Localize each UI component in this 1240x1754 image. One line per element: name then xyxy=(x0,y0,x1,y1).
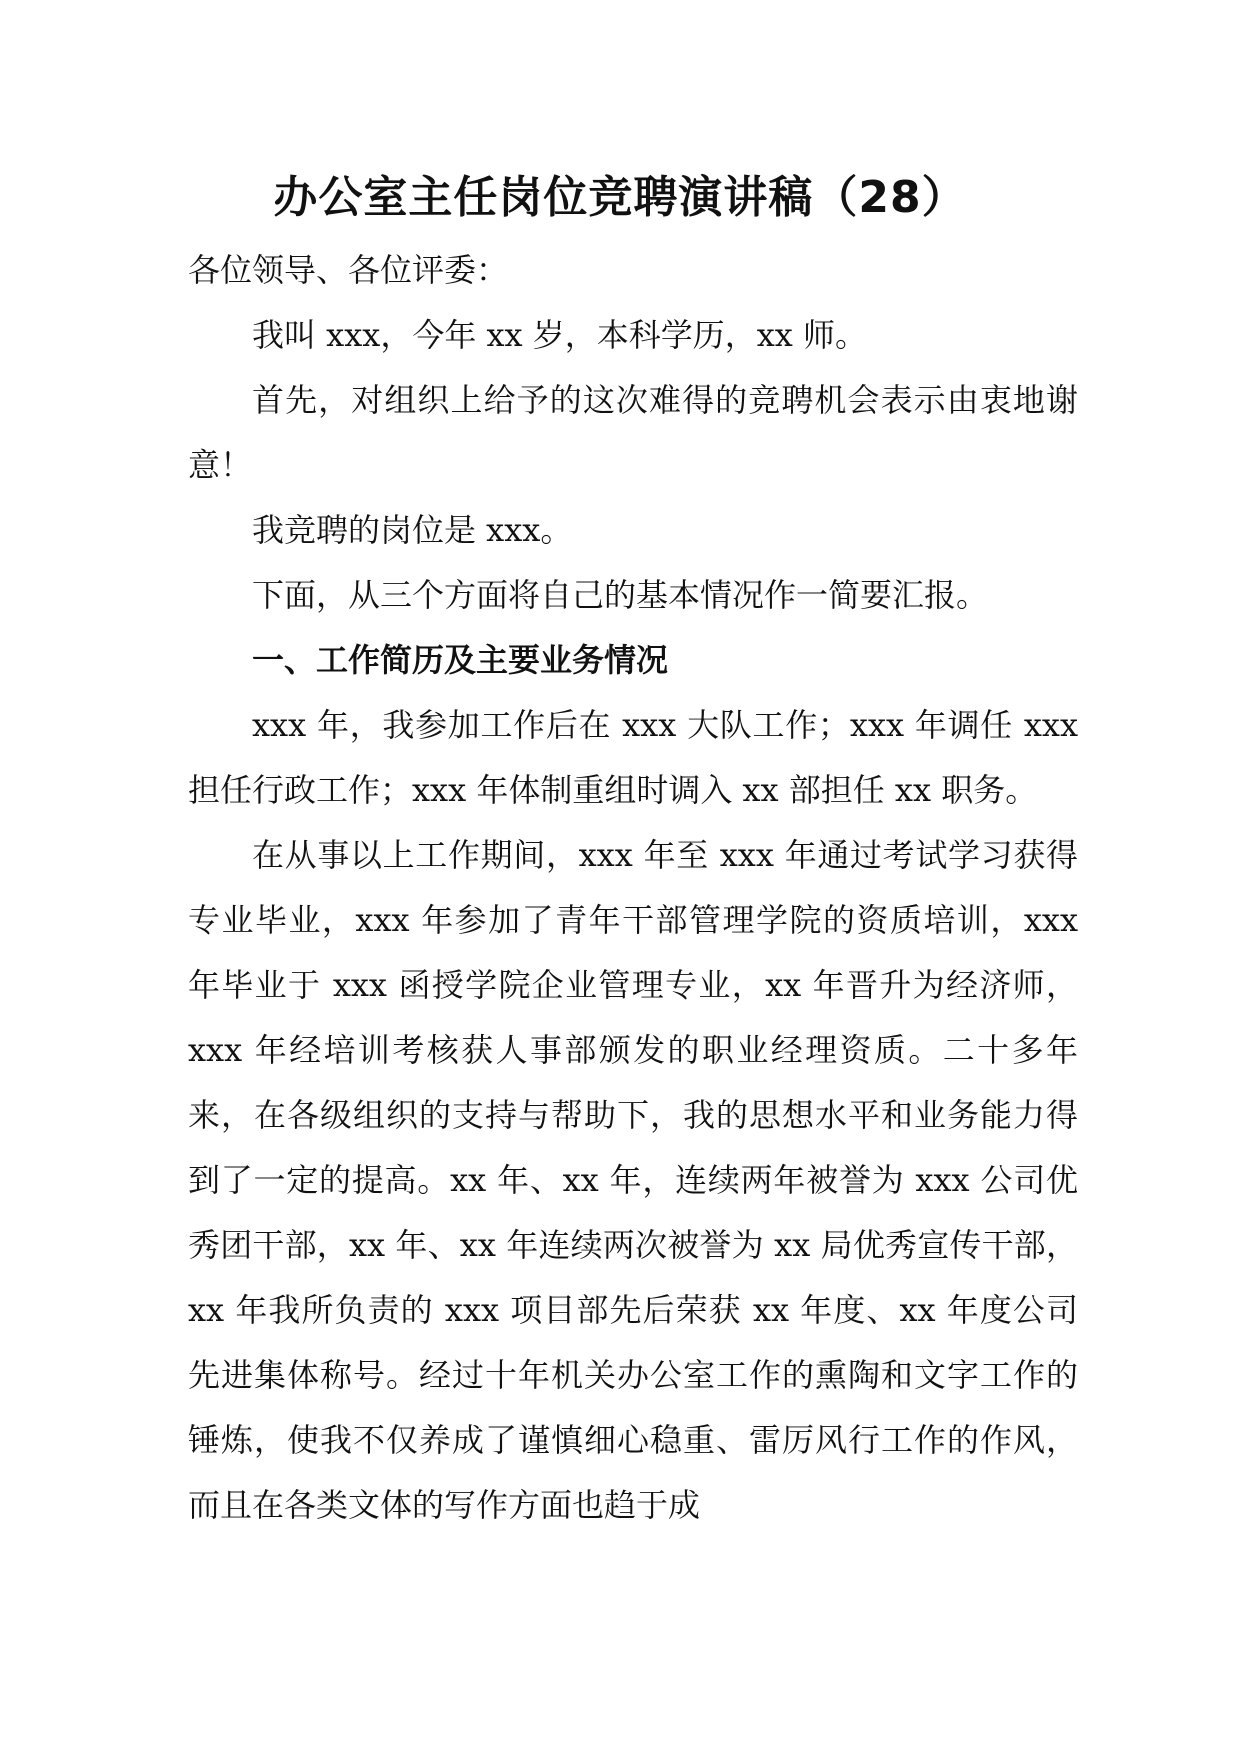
paragraph-overview: 下面，从三个方面将自己的基本情况作一简要汇报。 xyxy=(252,576,989,614)
paragraph-intro: 我叫 xxx，今年 xx 岁，本科学历，xx 师。 xyxy=(252,316,868,354)
section-heading: 一、工作简历及主要业务情况 xyxy=(252,641,669,679)
paragraph-achievements: 在从事以上工作期间，xxx 年至 xxx 年通过考试学习获得专业毕业，xxx 年参加了青年干部管理学院的资质培训，xxx 年毕业于 xxx 函授学院企业管理专业，xx 年晋升为经济师，xxx 年经培训考核获人事部颁发的职业经理资质。二十多年来，在各级组织的支持与帮助下，我的思想水平和业务能力得到了一定的提高。xx 年、xx 年，连续两年被誉为 xxx 公司优秀团干部，xx 年、xx 年连续两次被誉为 xx 局优秀宣传干部，xx 年我所负责的 xxx 项目部先后荣获 xx 年度、xx 年度公司先进集体称号。经过十年机关办公室工作的熏陶和文字工作的锤炼，使我不仅养成了谨慎细心稳重、雷厉风行工作的作风，而且在各类文体的写作方面也趋于成 xyxy=(188,836,1078,1524)
paragraph-thanks: 首先，对组织上给予的这次难得的竞聘机会表示由衷地谢意！ xyxy=(188,381,1078,484)
salutation: 各位领导、各位评委： xyxy=(188,251,509,289)
paragraph-position: 我竞聘的岗位是 xxx。 xyxy=(252,511,573,549)
document-body xyxy=(188,238,1078,1538)
paragraph-work-history: xxx 年，我参加工作后在 xxx 大队工作；xxx 年调任 xxx 担任行政工作；xxx 年体制重组时调入 xx 部担任 xx 职务。 xyxy=(188,706,1078,809)
document-title: 办公室主任岗位竞聘演讲稿（28） xyxy=(273,172,967,223)
